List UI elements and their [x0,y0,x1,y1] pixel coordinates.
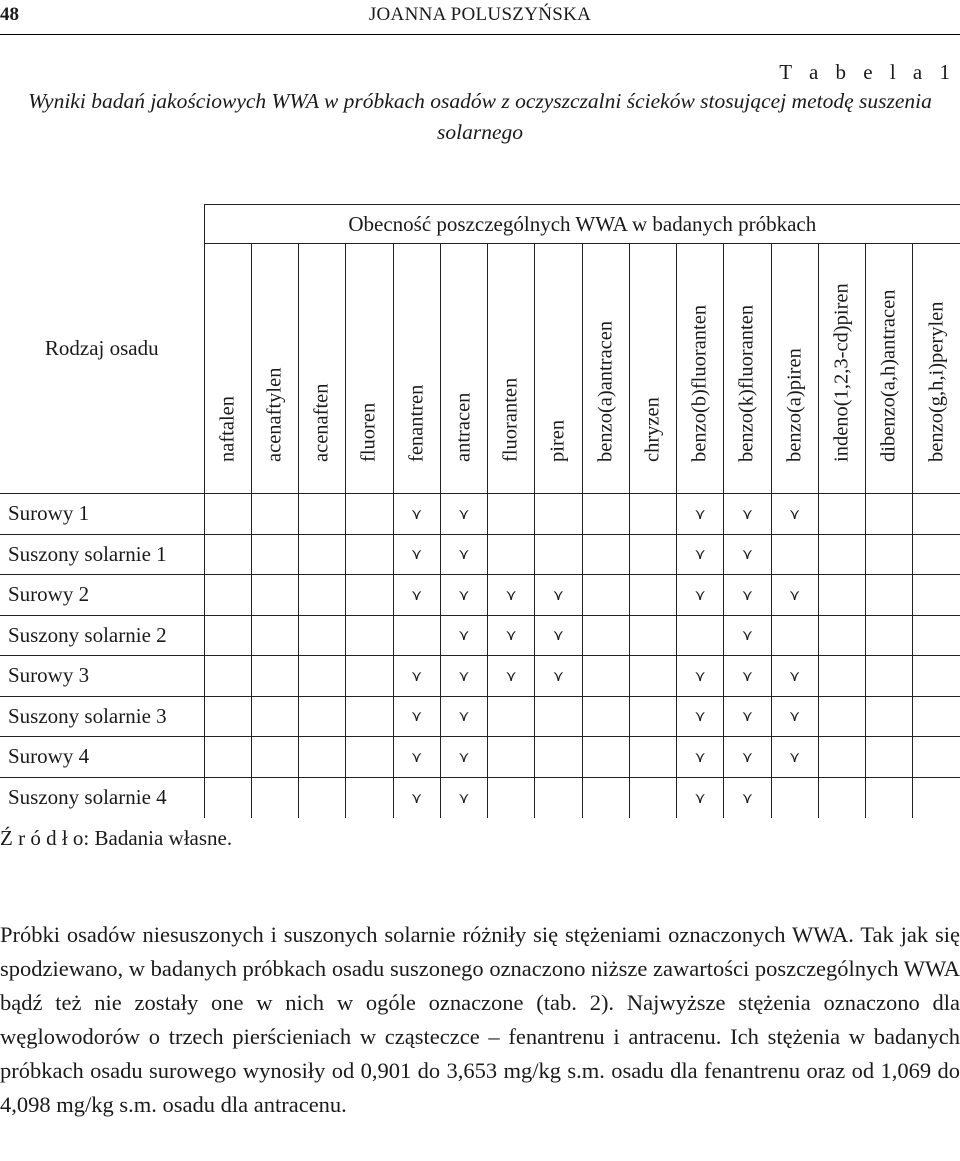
row-label: Surowy 1 [0,494,204,535]
empty-cell [535,696,582,737]
column-header-label: benzo(b)fluoranten [688,304,711,462]
empty-cell [771,615,818,656]
presence-mark: ⋎ [724,494,771,535]
empty-cell [818,656,865,697]
row-label: Suszony solarnie 4 [0,777,204,818]
column-header [393,244,440,494]
empty-cell [299,696,346,737]
running-head-author: JOANNA POLUSZYŃSKA [368,4,592,25]
empty-cell [299,494,346,535]
presence-mark: ⋎ [677,575,724,616]
presence-mark: ⋎ [771,575,818,616]
empty-cell [299,615,346,656]
empty-cell [866,737,913,778]
presence-mark: ⋎ [724,656,771,697]
empty-cell [629,737,676,778]
empty-cell [204,656,251,697]
empty-cell [818,737,865,778]
presence-mark: ⋎ [393,737,440,778]
empty-cell [913,534,960,575]
row-label: Surowy 2 [0,575,204,616]
presence-mark: ⋎ [677,777,724,818]
empty-cell [299,575,346,616]
empty-cell [251,615,298,656]
empty-cell [346,534,393,575]
table-row [0,494,960,535]
presence-mark: ⋎ [724,777,771,818]
page-header [0,0,960,35]
empty-cell [488,494,535,535]
row-label: Surowy 3 [0,656,204,697]
row-label: Suszony solarnie 1 [0,534,204,575]
empty-cell [204,696,251,737]
body-paragraph: Próbki osadów niesuszonych i suszonych solarnie różniły się stężeniami oznaczonych WWA. Tak jak się spodziewano, w badanych próbkach osadu suszonego oznaczono niższe zawartości poszczególnych WWA bądź też nie zostały one w nich w ogóle oznaczone (tab. 2). Najwyższe stężenia oznaczono dla węglowodorów o trzech pierścieniach w cząsteczce – fenantrenu i antracenu. Ich stężenia w badanych próbkach osadu surowego wynosiły od 0,901 do 3,653 mg/kg s.m. osadu dla fenantrenu oraz od 1,069 do 4,098 mg/kg s.m. osadu dla antracenu. [0,922,960,1117]
column-header-label: benzo(k)fluoranten [735,304,758,462]
column-header-label: antracen [452,392,475,462]
empty-cell [582,656,629,697]
empty-cell [582,494,629,535]
empty-cell [204,777,251,818]
presence-mark: ⋎ [677,737,724,778]
column-header-label: indeno(1,2,3-cd)piren [830,283,853,462]
empty-cell [488,737,535,778]
empty-cell [582,534,629,575]
empty-cell [866,534,913,575]
column-header-label: naftalen [216,395,239,462]
empty-cell [299,737,346,778]
row-label: Suszony solarnie 2 [0,615,204,656]
column-header [440,244,487,494]
empty-cell [251,656,298,697]
column-header [346,244,393,494]
column-header [488,244,535,494]
empty-cell [913,615,960,656]
empty-cell [535,534,582,575]
empty-cell [299,656,346,697]
results-table [0,204,960,818]
presence-mark: ⋎ [440,615,487,656]
row-header: Rodzaj osadu [0,205,204,494]
page-number: 48 [0,4,19,25]
presence-mark: ⋎ [724,615,771,656]
empty-cell [866,615,913,656]
column-header-label: acenaften [310,383,333,462]
presence-mark: ⋎ [724,737,771,778]
presence-mark: ⋎ [393,656,440,697]
empty-cell [913,494,960,535]
empty-cell [346,575,393,616]
column-header [204,244,251,494]
empty-cell [393,615,440,656]
empty-cell [204,534,251,575]
empty-cell [629,575,676,616]
group-header: Obecność poszczególnych WWA w badanych próbkach [204,205,960,244]
presence-mark: ⋎ [724,534,771,575]
column-header-label: benzo(a)piren [783,348,806,462]
empty-cell [204,494,251,535]
empty-cell [299,534,346,575]
empty-cell [629,494,676,535]
empty-cell [582,575,629,616]
empty-cell [488,534,535,575]
table-caption: Wyniki badań jakościowych WWA w próbkach osadów z oczyszczalni ścieków stosującej metodę suszenia solarnego [28,89,932,144]
empty-cell [251,737,298,778]
empty-cell [488,777,535,818]
empty-cell [771,777,818,818]
empty-cell [346,737,393,778]
empty-cell [629,777,676,818]
presence-mark: ⋎ [724,696,771,737]
empty-cell [866,696,913,737]
empty-cell [204,737,251,778]
presence-mark: ⋎ [677,494,724,535]
presence-mark: ⋎ [440,656,487,697]
column-header-label: fluoren [357,402,380,462]
empty-cell [535,494,582,535]
presence-mark: ⋎ [771,494,818,535]
column-header-label: chryzen [641,397,664,462]
empty-cell [629,696,676,737]
presence-mark: ⋎ [393,696,440,737]
empty-cell [913,575,960,616]
presence-mark: ⋎ [535,656,582,697]
column-header [535,244,582,494]
empty-cell [629,615,676,656]
empty-cell [866,777,913,818]
empty-cell [251,696,298,737]
presence-mark: ⋎ [440,534,487,575]
column-header [771,244,818,494]
column-header [629,244,676,494]
empty-cell [582,777,629,818]
column-header [299,244,346,494]
table-source-note: Ź r ó d ł o: Badania własne. [0,826,233,850]
row-label: Suszony solarnie 3 [0,696,204,737]
table-label: T a b e l a 1 [779,60,956,84]
column-header [818,244,865,494]
column-header-label: acenaftylen [263,367,286,462]
empty-cell [535,777,582,818]
presence-mark: ⋎ [677,696,724,737]
empty-cell [488,696,535,737]
empty-cell [204,575,251,616]
empty-cell [299,777,346,818]
presence-mark: ⋎ [440,494,487,535]
empty-cell [346,696,393,737]
table-row [0,777,960,818]
empty-cell [913,656,960,697]
column-header [866,244,913,494]
column-header-label: piren [546,419,569,462]
empty-cell [771,534,818,575]
presence-mark: ⋎ [488,615,535,656]
empty-cell [866,575,913,616]
presence-mark: ⋎ [393,777,440,818]
empty-cell [818,494,865,535]
empty-cell [346,777,393,818]
empty-cell [818,615,865,656]
empty-cell [818,777,865,818]
presence-mark: ⋎ [724,575,771,616]
empty-cell [582,696,629,737]
presence-mark: ⋎ [535,615,582,656]
empty-cell [818,575,865,616]
presence-mark: ⋎ [440,737,487,778]
presence-mark: ⋎ [488,575,535,616]
column-header-label: benzo(g,h,i)perylen [925,301,948,462]
presence-mark: ⋎ [393,494,440,535]
presence-mark: ⋎ [771,656,818,697]
table-row [0,534,960,575]
presence-mark: ⋎ [393,534,440,575]
empty-cell [251,494,298,535]
column-header [677,244,724,494]
table-row [0,696,960,737]
empty-cell [582,615,629,656]
column-header-label: dibenzo(a,h)antracen [877,289,900,462]
presence-mark: ⋎ [677,534,724,575]
column-header-label: benzo(a)antracen [594,320,617,462]
empty-cell [629,534,676,575]
table-row [0,656,960,697]
empty-cell [346,615,393,656]
presence-mark: ⋎ [677,656,724,697]
presence-mark: ⋎ [440,777,487,818]
column-header [582,244,629,494]
empty-cell [866,494,913,535]
row-label: Surowy 4 [0,737,204,778]
empty-cell [818,696,865,737]
presence-mark: ⋎ [535,575,582,616]
presence-mark: ⋎ [771,737,818,778]
presence-mark: ⋎ [393,575,440,616]
empty-cell [677,615,724,656]
empty-cell [818,534,865,575]
empty-cell [346,656,393,697]
empty-cell [251,575,298,616]
empty-cell [251,777,298,818]
empty-cell [913,737,960,778]
table-row [0,737,960,778]
empty-cell [346,494,393,535]
presence-mark: ⋎ [440,696,487,737]
empty-cell [535,737,582,778]
column-header [251,244,298,494]
presence-mark: ⋎ [440,575,487,616]
column-header [913,244,960,494]
table-row [0,615,960,656]
empty-cell [913,696,960,737]
empty-cell [251,534,298,575]
column-header-label: fluoranten [499,377,522,462]
empty-cell [582,737,629,778]
column-header-label: fenantren [405,384,428,462]
presence-mark: ⋎ [771,696,818,737]
empty-cell [913,777,960,818]
column-header [724,244,771,494]
empty-cell [204,615,251,656]
presence-mark: ⋎ [488,656,535,697]
empty-cell [629,656,676,697]
empty-cell [866,656,913,697]
table-row [0,575,960,616]
